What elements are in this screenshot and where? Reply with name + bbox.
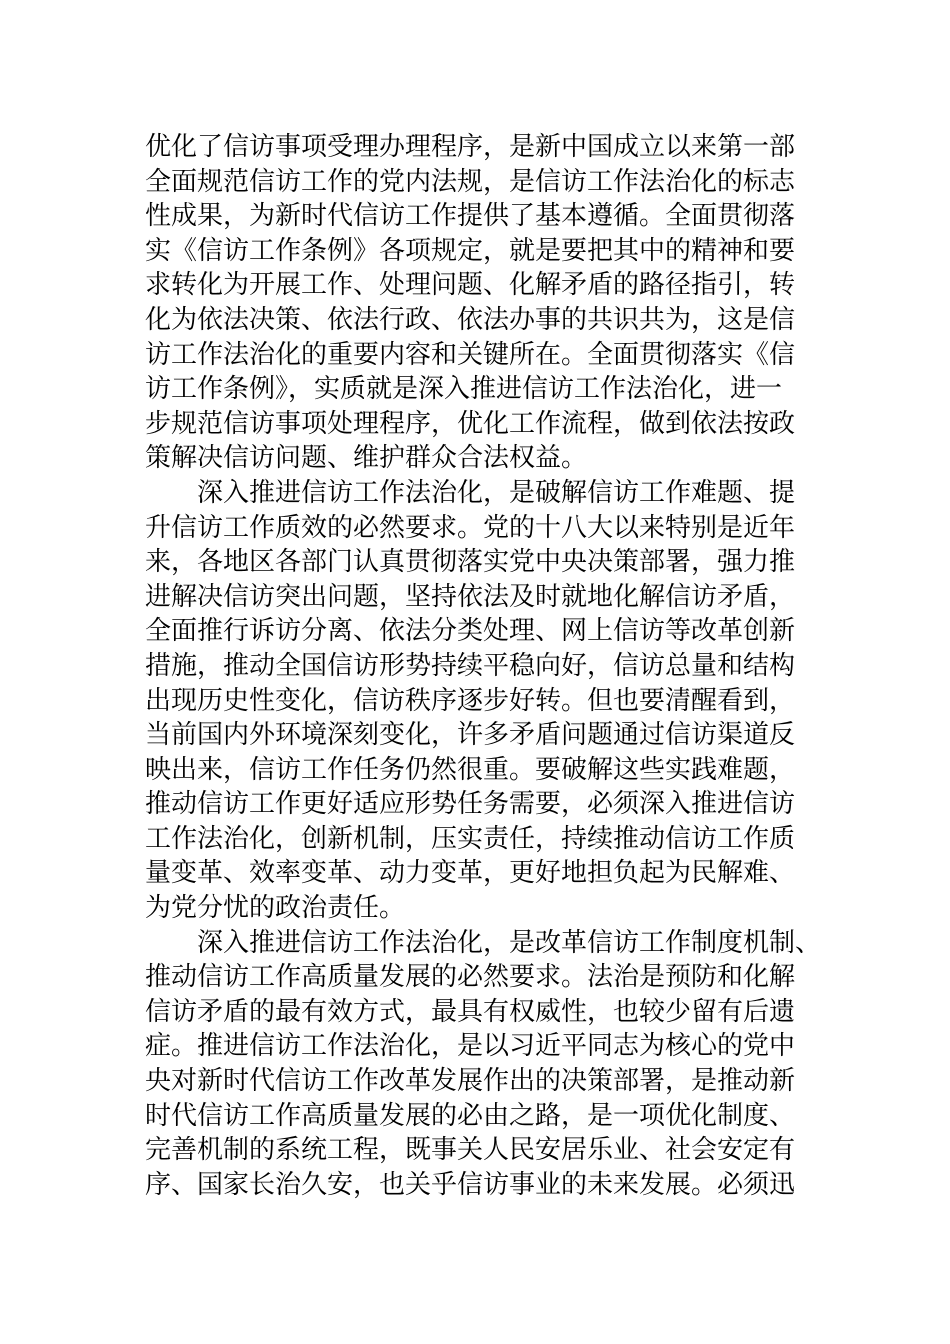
paragraph-2 [145,476,825,926]
text-line: 全面推行诉访分离、依法分类处理、网上信访等改革创新 [145,616,796,647]
text-line: 量变革、效率变革、动力变革，更好地担负起为民解难、 [145,858,796,889]
text-line: 措施，推动全国信访形势持续平稳向好，信访总量和结构 [145,650,796,681]
paragraph-3 [145,926,825,1203]
text-line: 实《信访工作条例》各项规定，就是要把其中的精神和要 [145,235,796,266]
text-line: 序、国家长治久安，也关乎信访事业的未来发展。必须迅 [145,1169,796,1200]
text-line: 策解决信访问题、维护群众合法权益。 [145,443,588,474]
document-body [145,130,825,1202]
text-line: 推动信访工作更好适应形势任务需要，必须深入推进信访 [145,789,796,820]
text-line: 症。推进信访工作法治化，是以习近平同志为核心的党中 [145,1031,796,1062]
text-line-first: 深入推进信访工作法治化，是破解信访工作难题、提 [197,477,796,508]
text-line: 完善机制的系统工程，既事关人民安居乐业、社会安定有 [145,1135,796,1166]
text-line: 时代信访工作高质量发展的必由之路，是一项优化制度、 [145,1100,796,1131]
text-line: 映出来，信访工作任务仍然很重。要破解这些实践难题， [145,754,796,785]
paragraph-1 [145,130,825,476]
text-line-first: 深入推进信访工作法治化，是改革信访工作制度机制、 [197,927,822,958]
text-line: 工作法治化，创新机制，压实责任，持续推动信访工作质 [145,823,796,854]
text-line: 为党分忧的政治责任。 [145,893,406,924]
text-line: 访工作条例》，实质就是深入推进信访工作法治化，进一 [145,374,783,405]
text-line: 进解决信访突出问题，坚持依法及时就地化解信访矛盾， [145,581,796,612]
text-line: 全面规范信访工作的党内法规，是信访工作法治化的标志 [145,166,796,197]
text-line: 信访矛盾的最有效方式，最具有权威性，也较少留有后遗 [145,996,796,1027]
text-line: 优化了信访事项受理办理程序，是新中国成立以来第一部 [145,132,796,162]
text-line: 化为依法决策、依法行政、依法办事的共识共为，这是信 [145,304,796,335]
text-line: 出现历史性变化，信访秩序逐步好转。但也要清醒看到， [145,685,796,716]
text-line: 访工作法治化的重要内容和关键所在。全面贯彻落实《信 [145,339,796,370]
text-line: 推动信访工作高质量发展的必然要求。法治是预防和化解 [145,962,796,993]
text-line: 来，各地区各部门认真贯彻落实党中央决策部署，强力推 [145,547,796,578]
text-line: 当前国内外环境深刻变化，许多矛盾问题通过信访渠道反 [145,720,796,751]
text-line: 升信访工作质效的必然要求。党的十八大以来特别是近年 [145,512,796,543]
text-line: 步规范信访事项处理程序，优化工作流程，做到依法按政 [145,408,796,439]
text-line: 性成果，为新时代信访工作提供了基本遵循。全面贯彻落 [145,201,796,232]
text-line: 央对新时代信访工作改革发展作出的决策部署，是推动新 [145,1066,796,1097]
text-line: 求转化为开展工作、处理问题、化解矛盾的路径指引，转 [145,270,796,301]
